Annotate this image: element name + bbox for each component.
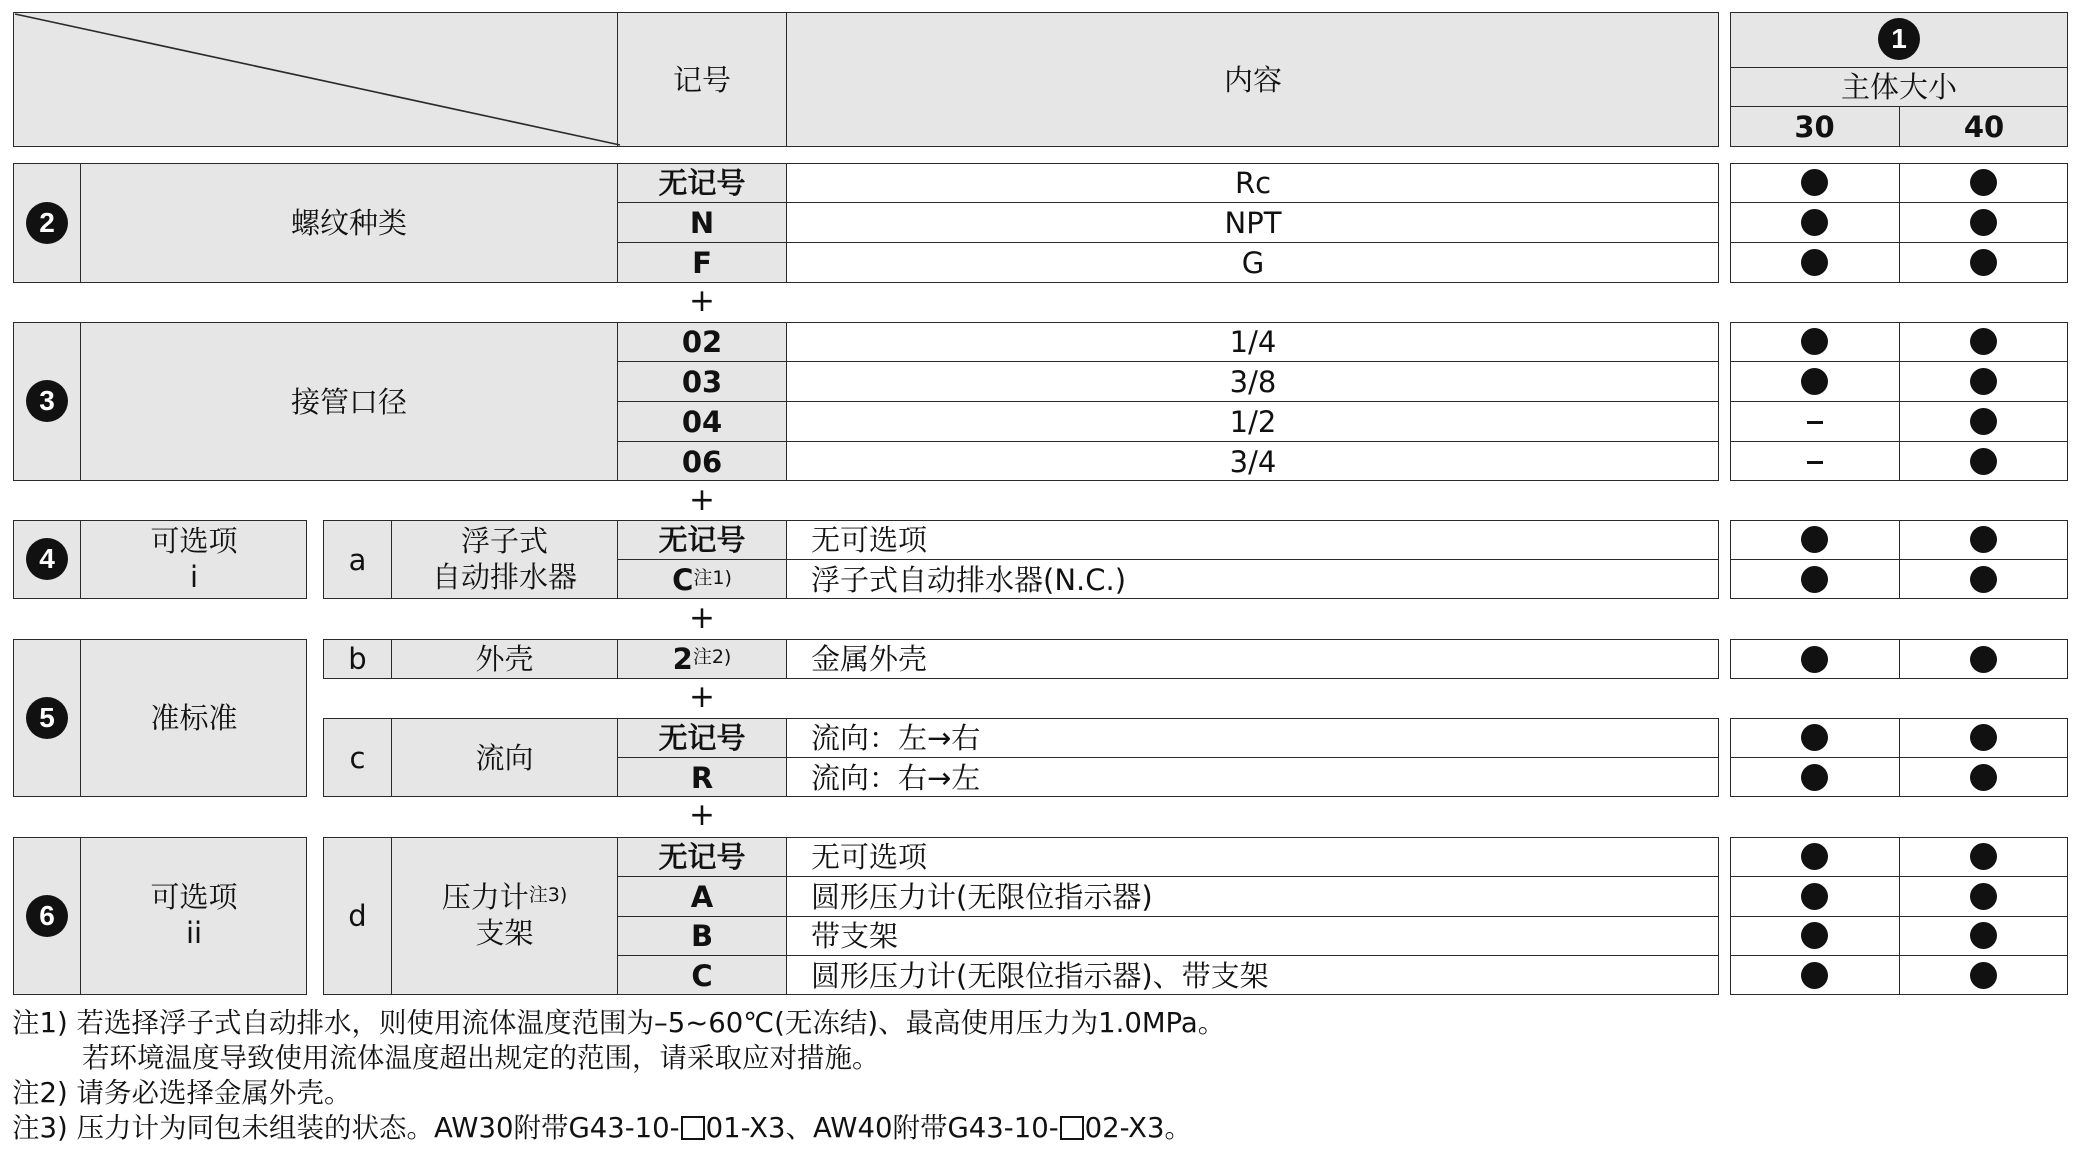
availability-dot	[1801, 724, 1828, 751]
content-cell: 圆形压力计(无限位指示器)、带支架	[811, 958, 1269, 993]
semi-standard-title: 准标准	[150, 701, 238, 735]
code-cell-with-note	[618, 639, 786, 679]
availability-dot	[1970, 526, 1997, 553]
code-text: 2	[672, 642, 693, 676]
content-cell: 3/4	[1229, 444, 1277, 479]
gauge-label-note: 注3)	[528, 884, 568, 906]
availability-dot	[1801, 249, 1828, 276]
availability-dot	[1801, 209, 1828, 236]
unavailable-dash	[1807, 461, 1823, 464]
content-cell: 1/2	[1229, 404, 1277, 439]
note-3	[12, 1111, 1192, 1145]
code-cell-with-note	[618, 560, 786, 599]
content-cell: 圆形压力计(无限位指示器)	[811, 879, 1153, 914]
availability-dot	[1970, 328, 1997, 355]
header-content: 内容	[1223, 62, 1282, 97]
content-cell: 3/8	[1229, 364, 1277, 399]
plus-sign: +	[689, 679, 715, 715]
note-3-part3: 02-X3。	[1084, 1112, 1193, 1144]
option-i-number-icon: 4	[26, 538, 68, 580]
availability-dot	[1801, 922, 1828, 949]
content-cell: G	[1241, 245, 1265, 280]
note-1-line2: 若环境温度导致使用流体温度超出规定的范围，请采取应对措施。	[82, 1042, 880, 1074]
housing-label: 外壳	[475, 642, 534, 676]
code-cell: A	[690, 879, 714, 914]
availability-dot	[1970, 843, 1997, 870]
code-cell: 无记号	[658, 165, 746, 200]
content-cell: 无可选项	[811, 839, 928, 874]
content-cell: Rc	[1234, 165, 1272, 200]
availability-dot	[1801, 962, 1828, 989]
availability-dot	[1801, 883, 1828, 910]
note-2: 注2) 请务必选择金属外壳。	[12, 1077, 352, 1109]
note-3-part2: 01-X3、AW40附带G43-10-	[705, 1112, 1059, 1144]
availability-dot	[1970, 209, 1997, 236]
sub-letter-c: c	[349, 740, 366, 775]
header-symbol: 记号	[672, 62, 731, 97]
availability-dot	[1970, 646, 1997, 673]
gauge-label-text: 压力计	[441, 880, 529, 914]
availability-dot	[1970, 764, 1997, 791]
plus-sign: +	[689, 600, 715, 636]
port-size-title: 接管口径	[290, 384, 407, 419]
code-cell: 06	[681, 444, 723, 479]
thread-type-title: 螺纹种类	[290, 206, 407, 240]
availability-dot	[1970, 448, 1997, 475]
availability-dot	[1801, 368, 1828, 395]
port-size-number-icon: 3	[26, 380, 68, 422]
availability-dot	[1801, 843, 1828, 870]
code-cell: 无记号	[658, 522, 746, 557]
body-size-number-icon: 1	[1878, 18, 1920, 60]
content-cell: NPT	[1224, 205, 1282, 240]
availability-dot	[1801, 169, 1828, 196]
content-cell: 无可选项	[811, 522, 928, 557]
plus-sign: +	[689, 797, 715, 833]
code-cell: B	[690, 919, 714, 953]
code-cell: R	[690, 760, 714, 795]
availability-dot	[1970, 368, 1997, 395]
thread-type-number-icon: 2	[26, 202, 68, 244]
option-ii-title-line2: ii	[185, 916, 203, 950]
code-cell: 04	[681, 404, 723, 439]
gauge-bracket-label-line2: 支架	[475, 916, 534, 950]
sub-letter-b: b	[348, 642, 367, 676]
unavailable-dash	[1807, 421, 1823, 424]
note-1-line1: 注1) 若选择浮子式自动排水，则使用流体温度范围为–5~60℃(无冻结)、最高使用压力为1.0MPa。	[12, 1007, 1226, 1039]
content-cell: 流向：右→左	[811, 760, 981, 795]
availability-dot	[1801, 328, 1828, 355]
blank-box-icon	[681, 1116, 705, 1140]
availability-dot	[1970, 922, 1997, 949]
availability-dot	[1970, 408, 1997, 435]
plus-sign: +	[689, 482, 715, 518]
body-size-label: 主体大小	[1840, 70, 1957, 104]
code-cell: 无记号	[658, 839, 746, 874]
size-40-header: 40	[1963, 110, 2005, 144]
code-cell: C	[691, 958, 713, 993]
option-ii-title-line1: 可选项	[150, 880, 238, 914]
sub-letter-a: a	[348, 542, 367, 577]
plus-sign: +	[689, 283, 715, 319]
code-cell: 03	[681, 364, 723, 399]
header-diagonal-line	[13, 12, 621, 147]
option-i-title-line1: 可选项	[150, 524, 238, 558]
availability-dot	[1970, 169, 1997, 196]
gauge-bracket-label-line1	[392, 878, 617, 916]
size-30-header: 30	[1794, 110, 1835, 144]
sub-letter-d: d	[348, 899, 367, 933]
float-drain-label-line1: 浮子式	[460, 524, 548, 558]
blank-box-icon	[1060, 1116, 1084, 1140]
code-cell: F	[692, 245, 712, 280]
availability-dot	[1970, 962, 1997, 989]
code-note: 注2)	[692, 646, 732, 668]
code-text: C	[672, 562, 694, 597]
option-ii-number-icon: 6	[26, 895, 68, 937]
content-cell: 带支架	[811, 919, 899, 953]
availability-dot	[1801, 566, 1828, 593]
content-cell: 1/4	[1229, 324, 1277, 359]
content-cell: 金属外壳	[811, 642, 928, 676]
availability-dot	[1801, 764, 1828, 791]
availability-dot	[1970, 883, 1997, 910]
content-cell: 流向：左→右	[811, 720, 981, 755]
code-cell: N	[689, 205, 715, 240]
flow-direction-label: 流向	[475, 740, 534, 775]
availability-dot	[1801, 646, 1828, 673]
option-i-title-line2: i	[189, 560, 199, 594]
code-cell: 无记号	[658, 720, 746, 755]
code-note: 注1)	[693, 566, 732, 589]
availability-dot	[1970, 566, 1997, 593]
note-3-part1: 注3) 压力计为同包未组装的状态。AW30附带G43-10-	[12, 1112, 680, 1144]
semi-standard-number-icon: 5	[26, 697, 68, 739]
availability-dot	[1970, 724, 1997, 751]
code-cell: 02	[681, 324, 723, 359]
float-drain-label-line2: 自动排水器	[431, 560, 577, 594]
availability-dot	[1970, 249, 1997, 276]
availability-dot	[1801, 526, 1828, 553]
content-cell: 浮子式自动排水器(N.C.)	[811, 562, 1127, 597]
